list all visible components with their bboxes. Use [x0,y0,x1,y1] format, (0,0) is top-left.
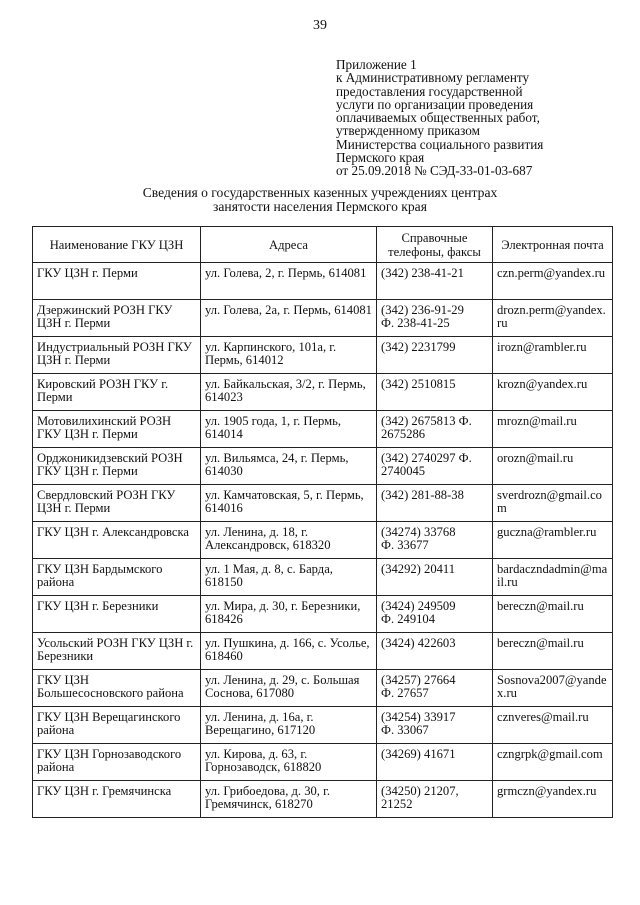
cell-address: ул. Голева, 2а, г. Пермь, 614081 [201,300,377,337]
cell-email: mrozn@mail.ru [493,411,613,448]
cell-center-name: Индустриальный РОЗН ГКУ ЦЗН г. Перми [33,337,201,374]
appendix-line: Пермского края [336,150,425,166]
appendix-line: услуги по организации проведения [336,96,534,112]
cell-address: ул. Ленина, д. 29, с. Большая Соснова, 617080 [201,670,377,707]
cell-address: ул. Камчатовская, 5, г. Пермь, 614016 [201,485,377,522]
page-number: 39 [313,18,327,33]
cell-email: czn.perm@yandex.ru [493,263,613,300]
cell-email: orozn@mail.ru [493,448,613,485]
cell-center-name: ГКУ ЦЗН Большесосновского района [33,670,201,707]
table-row [33,337,613,374]
appendix-header [336,58,626,178]
appendix-line: Приложение 1 [336,57,417,72]
employment-centers-table [32,226,613,818]
table-row [33,374,613,411]
cell-phones: (34257) 27664 Ф. 27657 [377,670,493,707]
title-line: занятости населения Пермского края [213,199,427,214]
cell-email: bereczn@mail.ru [493,633,613,670]
cell-email: cznveres@mail.ru [493,707,613,744]
cell-email: bereczn@mail.ru [493,596,613,633]
cell-center-name: Усольский РОЗН ГКУ ЦЗН г. Березники [33,633,201,670]
table-row [33,300,613,337]
cell-email: czngrpk@gmail.com [493,744,613,781]
cell-center-name: Дзержинский РОЗН ГКУ ЦЗН г. Перми [33,300,201,337]
cell-phones: (34292) 20411 [377,559,493,596]
header-address: Адреса [201,227,377,263]
document-title [0,186,640,214]
cell-center-name: Мотовилихинский РОЗН ГКУ ЦЗН г. Перми [33,411,201,448]
cell-email: bardaczndadmin@mail.ru [493,559,613,596]
cell-phones: (342) 2231799 [377,337,493,374]
cell-center-name: ГКУ ЦЗН г. Гремячинска [33,781,201,818]
header-name: Наименование ГКУ ЦЗН [33,227,201,263]
cell-phones: (34274) 33768 Ф. 33677 [377,522,493,559]
cell-center-name: ГКУ ЦЗН г. Александровска [33,522,201,559]
header-phones: Справочные телефоны, факсы [377,227,493,263]
cell-address: ул. Грибоедова, д. 30, г. Гремячинск, 618270 [201,781,377,818]
cell-address: ул. Кирова, д. 63, г. Горнозаводск, 618820 [201,744,377,781]
cell-email: irozn@rambler.ru [493,337,613,374]
table-row [33,448,613,485]
appendix-line: от 25.09.2018 № СЭД-33-01-03-687 [336,163,533,179]
cell-address: ул. Мира, д. 30, г. Березники, 618426 [201,596,377,633]
header-email: Электронная почта [493,227,613,263]
appendix-line: предоставления государственной [336,83,523,99]
cell-phones: (342) 238-41-21 [377,263,493,300]
cell-email: sverdrozn@gmail.com [493,485,613,522]
cell-address: ул. Карпинского, 101а, г. Пермь, 614012 [201,337,377,374]
cell-center-name: Свердловский РОЗН ГКУ ЦЗН г. Перми [33,485,201,522]
table-row [33,522,613,559]
cell-center-name: Орджоникидзевский РОЗН ГКУ ЦЗН г. Перми [33,448,201,485]
cell-address: ул. Пушкина, д. 166, с. Усолье, 618460 [201,633,377,670]
cell-phones: (342) 281-88-38 [377,485,493,522]
cell-phones: (34254) 33917 Ф. 33067 [377,707,493,744]
cell-address: ул. Вильямса, 24, г. Пермь, 614030 [201,448,377,485]
cell-address: ул. Ленина, д. 16а, г. Верещагино, 617120 [201,707,377,744]
cell-center-name: ГКУ ЦЗН г. Березники [33,596,201,633]
cell-address: ул. Байкальская, 3/2, г. Пермь, 614023 [201,374,377,411]
table-row [33,633,613,670]
cell-phones: (342) 236-91-29 Ф. 238-41-25 [377,300,493,337]
cell-phones: (34269) 41671 [377,744,493,781]
cell-phones: (34250) 21207, 21252 [377,781,493,818]
cell-center-name: Кировский РОЗН ГКУ г. Перми [33,374,201,411]
table-row [33,411,613,448]
cell-center-name: ГКУ ЦЗН Бардымского района [33,559,201,596]
cell-phones: (342) 2510815 [377,374,493,411]
appendix-line: оплачиваемых общественных работ, [336,110,540,126]
cell-center-name: ГКУ ЦЗН Верещагинского района [33,707,201,744]
appendix-line: к Административному регламенту [336,70,530,86]
cell-email: grmczn@yandex.ru [493,781,613,818]
cell-address: ул. 1905 года, 1, г. Пермь, 614014 [201,411,377,448]
cell-center-name: ГКУ ЦЗН Горнозаводского района [33,744,201,781]
cell-address: ул. Ленина, д. 18, г. Александровск, 618320 [201,522,377,559]
table-row [33,596,613,633]
cell-email: Sosnova2007@yandex.ru [493,670,613,707]
cell-address: ул. 1 Мая, д. 8, с. Барда, 618150 [201,559,377,596]
table-row [33,781,613,818]
table-row [33,744,613,781]
appendix-line: Министерства социального развития [336,136,544,152]
cell-phones: (342) 2740297 Ф. 2740045 [377,448,493,485]
cell-phones: (3424) 249509 Ф. 249104 [377,596,493,633]
cell-email: drozn.perm@yandex.ru [493,300,613,337]
cell-email: krozn@yandex.ru [493,374,613,411]
cell-center-name: ГКУ ЦЗН г. Перми [33,263,201,300]
cell-address: ул. Голева, 2, г. Пермь, 614081 [201,263,377,300]
title-line: Сведения о государственных казенных учреждениях центрах [142,185,498,200]
table-row [33,485,613,522]
table-row [33,670,613,707]
cell-phones: (3424) 422603 [377,633,493,670]
cell-phones: (342) 2675813 Ф. 2675286 [377,411,493,448]
cell-email: guczna@rambler.ru [493,522,613,559]
table-row [33,263,613,300]
appendix-line: утвержденному приказом [336,123,480,139]
table-row [33,707,613,744]
table-row [33,559,613,596]
table-header-row [33,227,613,263]
